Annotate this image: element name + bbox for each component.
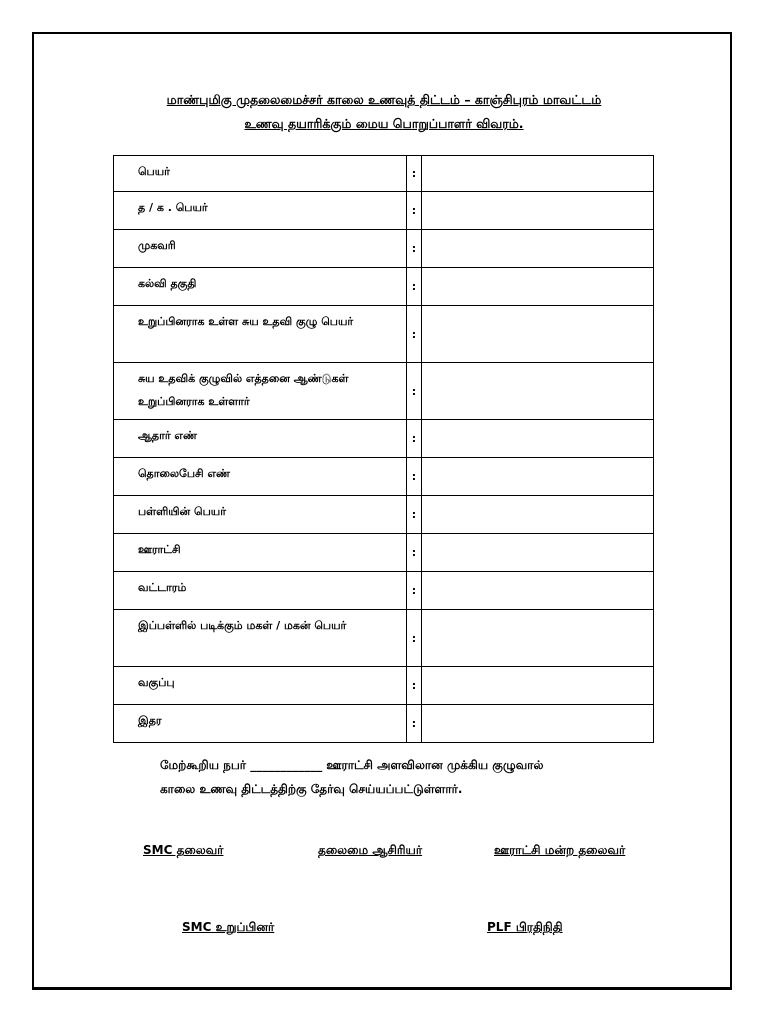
field-label: இப்பள்ளில் படிக்கும் மகள் / மகன் பெயர்	[114, 610, 407, 667]
field-label: தொலைபேசி எண்	[114, 458, 407, 496]
field-label: ஊராட்சி	[114, 534, 407, 572]
signature-headmaster: தலைமை ஆசிரியர்	[318, 843, 423, 857]
details-form-table	[113, 155, 654, 743]
field-value-phone[interactable]	[422, 458, 654, 496]
field-label: பெயர்	[114, 156, 407, 192]
signature-smc-member: SMC உறுப்பினர்	[182, 920, 275, 934]
field-label: முகவரி	[114, 230, 407, 268]
field-separator: :	[407, 496, 422, 534]
field-separator: :	[407, 192, 422, 230]
field-value-address[interactable]	[422, 230, 654, 268]
field-separator: :	[407, 458, 422, 496]
form-row-school-name	[114, 496, 654, 534]
field-label: கல்வி தகுதி	[114, 268, 407, 306]
field-separator: :	[407, 667, 422, 705]
selection-statement-line2: காலை உணவு திட்டத்திற்கு தேர்வு செய்யப்பட்டுள்ளார்.	[160, 782, 463, 796]
form-row-address	[114, 230, 654, 268]
form-row-child-name	[114, 610, 654, 667]
signature-smc-president: SMC தலைவர்	[143, 843, 224, 857]
field-value-panchayat[interactable]	[422, 534, 654, 572]
field-label: வட்டாரம்	[114, 572, 407, 610]
field-separator: :	[407, 534, 422, 572]
field-label: வகுப்பு	[114, 667, 407, 705]
field-value-name[interactable]	[422, 156, 654, 192]
field-value-block[interactable]	[422, 572, 654, 610]
field-value-education[interactable]	[422, 268, 654, 306]
field-label: பள்ளியின் பெயர்	[114, 496, 407, 534]
signature-panchayat-president: ஊராட்சி மன்ற தலைவர்	[494, 843, 626, 857]
signature-plf-representative: PLF பிரதிநிதி	[487, 920, 563, 934]
field-label: த / க . பெயர்	[114, 192, 407, 230]
field-value-child-name[interactable]	[422, 610, 654, 667]
field-separator: :	[407, 268, 422, 306]
form-row-education	[114, 268, 654, 306]
field-value-aadhaar[interactable]	[422, 420, 654, 458]
field-value-parent-name[interactable]	[422, 192, 654, 230]
form-row-phone	[114, 458, 654, 496]
field-value-class[interactable]	[422, 667, 654, 705]
form-row-aadhaar	[114, 420, 654, 458]
field-value-shg-years[interactable]	[422, 363, 654, 420]
field-separator: :	[407, 572, 422, 610]
field-separator: :	[407, 306, 422, 363]
field-separator: :	[407, 363, 422, 420]
field-value-others[interactable]	[422, 705, 654, 743]
field-label: உறுப்பினராக உள்ள சுய உதவி குழு பெயர்	[114, 306, 407, 363]
document-subtitle: உணவு தயாரிக்கும் மைய பொறுப்பாளர் விவரம்.	[244, 116, 524, 131]
form-row-name	[114, 156, 654, 192]
form-row-block	[114, 572, 654, 610]
selection-statement-line1: மேற்கூறிய நபர் ____________ ஊராட்சி அளவிலான முக்கிய குழுவால்	[160, 758, 544, 772]
field-separator: :	[407, 230, 422, 268]
field-label: இதர	[114, 705, 407, 743]
form-row-shg-name	[114, 306, 654, 363]
field-label: ஆதார் எண்	[114, 420, 407, 458]
form-row-class	[114, 667, 654, 705]
form-row-shg-years	[114, 363, 654, 420]
field-separator: :	[407, 610, 422, 667]
field-value-shg-name[interactable]	[422, 306, 654, 363]
form-row-parent-name	[114, 192, 654, 230]
field-separator: :	[407, 420, 422, 458]
document-title: மாண்புமிகு முதலைமைச்சர் காலை உணவுத் திட்டம் – காஞ்சிபுரம் மாவட்டம்	[166, 92, 602, 107]
field-separator: :	[407, 156, 422, 192]
form-row-panchayat	[114, 534, 654, 572]
field-value-school-name[interactable]	[422, 496, 654, 534]
field-label: சுய உதவிக் குழுவில் எத்தனை ஆண்டுகள் உறுப்பினராக உள்ளார்	[114, 363, 407, 420]
form-row-others	[114, 705, 654, 743]
field-separator: :	[407, 705, 422, 743]
